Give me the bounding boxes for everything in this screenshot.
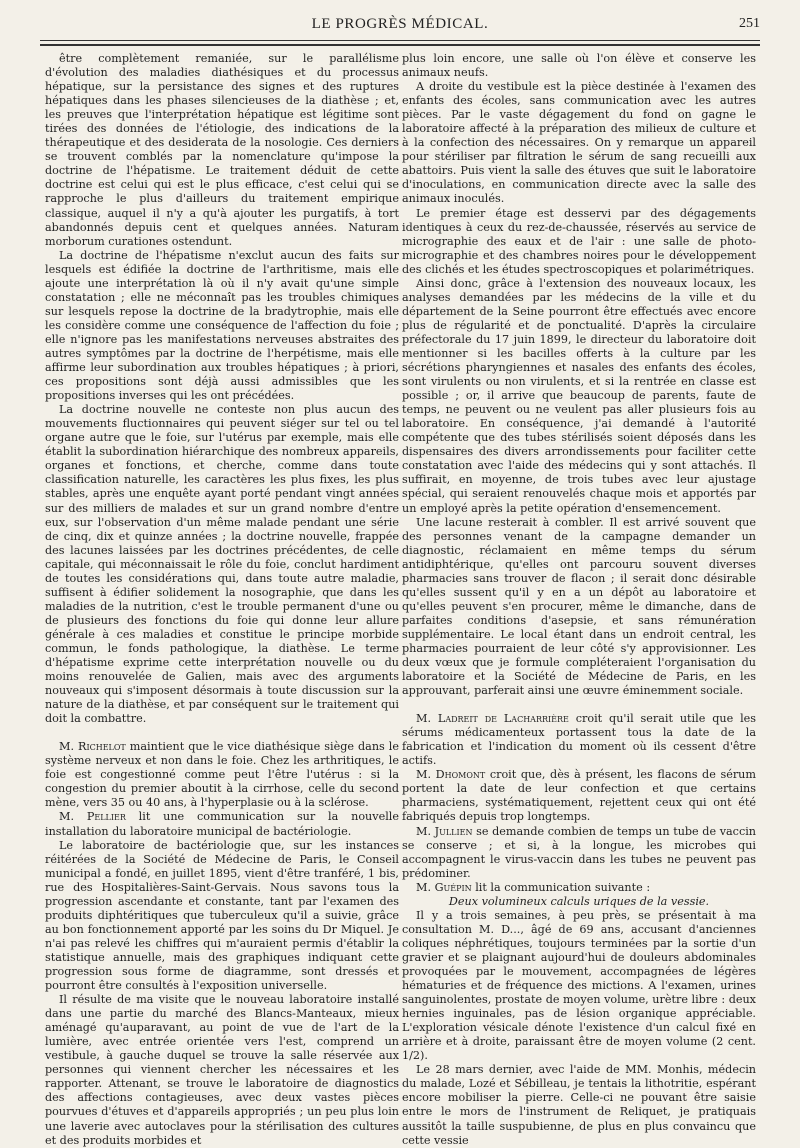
right-column: [402, 52, 757, 1147]
page-number: 251: [739, 16, 760, 31]
paragraph-text: Le premier étage est desservi par des dégagements identiques à ceux du rez-de-chaussée, réservés au service de micrographie des eaux et de l'air : une salle de photo-micrographie et des chambres noires pour le développement des clichés et les études spectroscopiques et polarimétriques.: [402, 206, 756, 276]
paragraph: [402, 516, 756, 699]
paragraph-text: lit une communication sur la nouvelle installation du laboratoire municipal de bactériologie.: [45, 810, 399, 838]
paragraph: [45, 740, 399, 810]
paragraph-text: La doctrine nouvelle ne conteste non plus aucun des mouvements fluctionnaires qui peuvent siéger sur tel ou tel organe autre que le foie, sur l'utérus par exemple, mais elle établit la subordination hiérarchique des nombreux appareils, organes et fonctions, et cherche, comme dans toute classification naturelle, les caractères les plus fixes, les plus stables, après une enquête ayant porté pendant vingt années sur des milliers de malades et sur un grand nombre d'entre eux, sur l'observation d'un même malade pendant une série de cinq, dix et quinze années ; la doctrine nouvelle, frappée des lacunes laissées par les doctrines précédentes, de celle capitale, qui méconnaissait le rôle du foie, conclut hardiment de toutes les considérations qui, dans toute autre maladie, suffisent à édifier solidement la nosographie, que dans les maladies de la nutrition, c'est le trouble permanent d'une ou de plusieurs des fonctions du foie qui donne leur allure générale à ces maladies et constitue le principe morbide commun, le fonds pathologique, la diathèse. Le terme d'hépatisme exprime cette interprétation nouvelle ou du moins renouvelée de Galien, mais avec des arguments nouveaux qui s'imposent désormais à toute discussion sur la nature de la diathèse, et par conséquent sur le traitement qui doit la combattre.: [45, 403, 399, 726]
paragraph-text: Deux volumineux calculs uriques de la vessie.: [448, 894, 710, 908]
paragraph-text: se demande combien de temps un tube de vaccin se conserve ; et si, à la longue, les microbes qui accompagnent le virus-vaccin dans les tubes ne peuvent pas prédominer.: [402, 824, 757, 880]
paragraph: [402, 895, 756, 909]
paragraph: [45, 993, 399, 1148]
paragraph: [45, 52, 399, 249]
speaker-name: M. Jullien: [416, 824, 473, 838]
paragraph-text: Le 28 mars dernier, avec l'aide de MM. Monhis, médecin du malade, Lozé et Sébilleau, je tentais la lithotritie, espérant encore mobiliser la pierre. Celle-ci ne pouvant être saisie entre le mors de l'instrument de Reliquet, je pratiquais aussitôt la taille suspubienne, de plus en plus convaincu que cette vessie: [402, 1063, 756, 1147]
paragraph-text: plus loin encore, une salle où l'on élève et conserve les animaux neufs.: [402, 52, 756, 80]
speaker-name: M. Richelot: [59, 740, 126, 754]
paragraph-text: croit que, dès à présent, les flacons de sérum portent la date de leur confection et que certains pharmaciens, systématiquement, rejettent ceux qui ont été fabriqués depuis trop longtemps.: [402, 768, 756, 824]
paragraph-text: Ainsi donc, grâce à l'extension des nouveaux locaux, les analyses demandées par les médecins de la ville et du département de la Seine pourront être effectués avec encore plus de régularité et de ponctualité. D'après la circulaire préfectorale du 17 juin 1899, le directeur du laboratoire doit mentionner si les bacilles offerts à la culture par les sécrétions pharyngiennes et nasales des enfants des écoles, sont virulents ou non virulents, et si la rentrée en classe est possible ; or, il arrive que beaucoup de parents, faute de temps, ne peuvent ou ne veulent pas aller plusieurs fois au laboratoire. En conséquence, j'ai demandé à l'autorité compétente que des tubes stérilisés soient déposés dans les dispensaires des divers arrondissements pour faciliter cette constatation avec l'aide des médecins qui y sont attachés. Il suffirait, en moyenne, de trois tubes avec leur ajustage spécial, qui seraient renouvelés chaque mois et apportés par un employé après la petite opération d'ensemencement.: [402, 276, 756, 515]
header-rule: [40, 40, 760, 41]
paragraph-text: Une lacune resterait à combler. Il est arrivé souvent que des personnes venant de la campagne demander un diagnostic, réclamaient en même temps du sérum antidiphtérique, qu'elles ont parcouru souvent diverses pharmacies sans trouver de flacon ; il serait donc désirable qu'elles sussent qu'il y en a un dépôt au laboratoire et qu'elles peuvent s'en procurer, même le dimanche, dans de parfaites conditions d'asepsie, et sans rémunération supplémentaire. Le local étant dans un endroit central, les pharmacies pourraient de leur côté s'y approvisionner. Les deux vœux que je formule compléteraient l'organisation du laboratoire et la Société de Médecine de Paris, en les approuvant, parferait ainsi une œuvre éminemment sociale.: [402, 515, 756, 698]
paragraph: [402, 277, 756, 516]
running-header: [40, 16, 760, 38]
paragraph-text: Le laboratoire de bactériologie que, sur les instances réitérées de la Société de Médecine de Paris, le Conseil municipal a fondé, en juillet 1895, vient d'être tranféré, 1 bis, rue des Hospitalières-Saint-Gervais. Nous savons tous la progression ascendante et constante, tant par l'examen des produits diphtéritiques que tuberculeux qu'il a suivie, grâce au bon fonctionnement apporté par les soins du Dr Miquel. Je n'ai pas relevé les chiffres qui m'auraient permis d'établir la statistique annuelle, mais des graphiques indiquant cette progression sous forme de diagramme, sont dressés et pourront être consultés à l'exposition universelle.: [45, 838, 399, 993]
paragraph: [402, 909, 756, 1064]
speaker-name: M. Pellier: [59, 810, 126, 824]
speaker-name: M. Guépin: [416, 880, 472, 894]
paragraph: [45, 249, 399, 404]
paragraph: [402, 825, 756, 881]
paragraph-text: Il résulte de ma visite que le nouveau laboratoire installé dans une partie du marché des Blancs-Manteaux, mieux aménagé qu'auparavant, au point de vue de l'art de la lumière, avec entrée orientée vers l'est, comprend un vestibule, à gauche duquel se trouve la salle réservée aux personnes qui viennent chercher les nécessaires et les rapporter. Attenant, se trouve le laboratoire de diagnostics des affections contagieuses, avec deux vastes pièces pourvues d'étuves et d'appareils appropriés ; un peu plus loin une laverie avec autoclaves pour la stérilisation des cultures et des produits morbides et: [45, 993, 399, 1147]
speaker-name: M. Dhomont: [416, 768, 486, 782]
paragraph: [402, 52, 756, 80]
paragraph-text: Il y a trois semaines, à peu près, se présentait à ma consultation M. D..., âgé de 69 ans, accusant d'anciennes coliques néphrétiques, toujours terminées par la sortie d'un gravier et se plaignant aujourd'hui de douleurs abdominales provoquées par le mouvement, accompagnées de légères hématuries et de fréquence des mictions. A l'examen, urines sanguinolentes, prostate de moyen volume, urètre libre : deux hernies inguinales, pas de lésion organique appréciable. L'exploration vésicale dénote l'existence d'un calcul fixé en arrière et à droite, paraissant être de moyen volume (2 cent. 1/2).: [402, 908, 756, 1063]
header-rule-thick: [40, 44, 760, 46]
paragraph-text: maintient que le vice diathésique siège dans le système nerveux et non dans le foie. Chez les arthritiques, le foie est congestionné comme peut l'être l'utérus : si la congestion du premier aboutit à la cirrhose, celle du second mène, vers 35 ou 40 ans, à l'hyperplasie ou à la sclérose.: [45, 740, 399, 810]
paragraph: [45, 810, 399, 838]
paragraph: [402, 768, 756, 824]
journal-title: LE PROGRÈS MÉDICAL.: [311, 16, 489, 32]
left-column: [45, 52, 399, 1147]
paragraph: [45, 403, 399, 726]
paragraph: [402, 712, 756, 768]
paragraph-text: La doctrine de l'hépatisme n'exclut aucun des faits sur lesquels est édifiée la doctrine de l'arthritisme, mais elle ajoute une interprétation là où il n'y avait qu'une simple constatation ; elle ne méconnaît pas les troubles chimiques sur lesquels repose la doctrine de la bradytrophie, mais elle les considère comme une conséquence de l'affection du foie ; elle n'ignore pas les manifestations nerveuses abstraites des autres symptômes par la doctrine de l'herpétisme, mais elle affirme leur subordination aux troubles hépatiques ; à priori, ces propositions sont déjà aussi admissibles que les propositions inverses qui les ont précédées.: [45, 248, 399, 403]
speaker-name: M. Ladreit de Lacharrière: [416, 712, 569, 726]
paragraph: [45, 839, 399, 994]
paragraph-text: croit qu'il serait utile que les sérums médicamenteux portassent tous la date de la fabrication et l'indication du moment où ils cessent d'être actifs.: [402, 712, 757, 768]
paragraph: [402, 1063, 756, 1147]
paragraph: [402, 881, 756, 895]
paragraph: [402, 207, 756, 277]
paragraph-text: lit la communication suivante :: [471, 880, 651, 894]
paragraph-text: être complètement remaniée, sur le parallélisme d'évolution des maladies diathésiques et du processus hépatique, sur la persistance des signes et des ruptures hépatiques dans les phases silencieuses de la diathèse ; et, les preuves que l'interprétation hépatique est légitime sont tirées des données de l'étiologie, des indications de la thérapeutique et des desiderata de la nosologie. Ces derniers se trouvent comblés par la nomenclature qu'impose la doctrine de l'hépatisme. Le traitement déduit de cette doctrine est celui qui est le plus efficace, c'est celui qui se rapproche le plus d'ailleurs du traitement empirique classique, auquel il n'y a qu'à ajouter les purgatifs, à tort abandonnés depuis cent et quelques années. Naturam morborum curationes ostendunt.: [45, 52, 399, 248]
paragraph: [402, 80, 756, 206]
paragraph-text: A droite du vestibule est la pièce destinée à l'examen des enfants des écoles, sans communication avec les autres pièces. Par le vaste dégagement du fond on gagne le laboratoire affecté à la préparation des milieux de culture et à la confection des nécessaires. On y remarque un appareil pour stériliser par filtration le sérum de sang recueilli aux abattoirs. Puis vient la salle des étuves que suit le laboratoire d'inoculations, en communication directe avec la salle des animaux inoculés.: [402, 80, 756, 206]
